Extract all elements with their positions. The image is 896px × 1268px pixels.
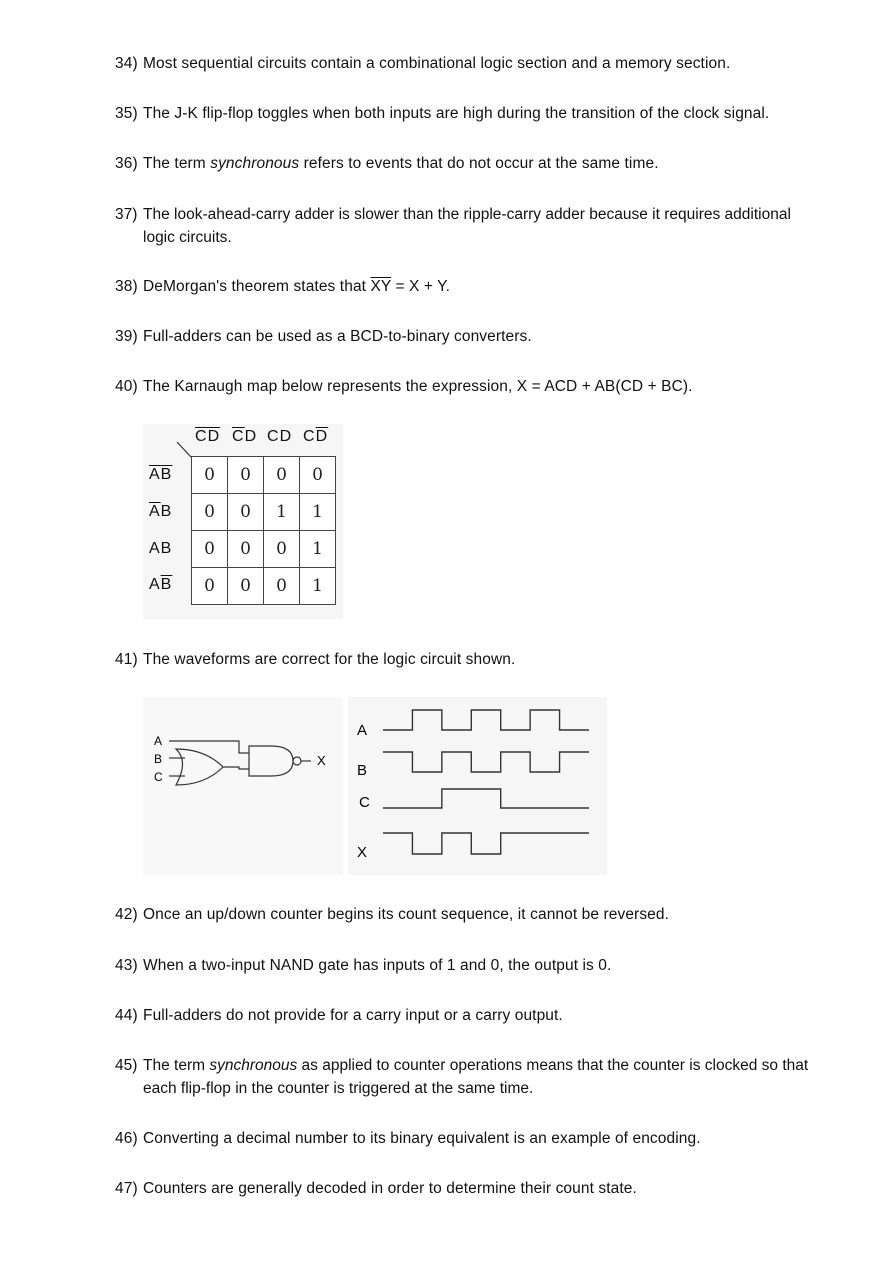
kmap-variable: B: [160, 503, 173, 520]
kmap-variable: B: [160, 540, 173, 557]
question-text-post: = X + Y.: [391, 278, 451, 295]
kmap-cell: 0: [300, 457, 336, 494]
kmap-column-header: [195, 428, 220, 446]
question-36: [115, 152, 659, 175]
circuit-and-waveforms: [143, 697, 607, 875]
question-number: 42): [115, 906, 138, 923]
question-text-emphasis: synchronous: [209, 1057, 298, 1074]
kmap-cell: 0: [264, 457, 300, 494]
kmap-variable: B: [160, 576, 173, 593]
kmap-cell: 0: [192, 568, 228, 605]
kmap-cell: 1: [300, 531, 336, 568]
question-text: The look-ahead-carry adder is slower than the ripple-carry adder because it requires additional: [143, 206, 791, 223]
question-34: [115, 52, 730, 75]
kmap-cell: 0: [228, 531, 264, 568]
circuit-output-x: X: [317, 753, 326, 768]
question-number: 34): [115, 55, 138, 72]
kmap-variable: D: [207, 428, 221, 445]
question-text: Converting a decimal number to its binary equivalent is an example of encoding.: [143, 1130, 701, 1147]
question-text-post: refers to events that do not occur at the same time.: [299, 155, 659, 172]
kmap-row: [192, 457, 336, 494]
question-number: 38): [115, 278, 138, 295]
kmap-variable: C: [267, 428, 280, 445]
kmap-row: [192, 531, 336, 568]
kmap-column-header: [232, 428, 257, 446]
kmap-variable: C: [195, 428, 208, 445]
question-text-pre: The term: [143, 1057, 210, 1074]
question-35: [115, 102, 769, 125]
question-39: [115, 325, 532, 348]
kmap-grid: [191, 456, 336, 605]
kmap-variable: D: [315, 428, 329, 445]
wave-label-a: A: [357, 722, 368, 739]
question-number: 39): [115, 328, 138, 345]
question-number: 47): [115, 1180, 138, 1197]
question-41: [115, 648, 515, 671]
question-37: [115, 203, 791, 249]
wave-label-b: B: [357, 762, 368, 779]
kmap-variable: C: [303, 428, 316, 445]
question-number: 45): [115, 1057, 138, 1074]
question-text-pre: DeMorgan's theorem states that: [143, 278, 371, 295]
kmap-variable: D: [244, 428, 258, 445]
kmap-row-header: [149, 503, 172, 521]
question-text-continuation: each flip-flop in the counter is triggered at the same time.: [143, 1080, 534, 1097]
kmap-cell: 0: [264, 568, 300, 605]
kmap-variable: D: [279, 428, 293, 445]
question-text: Counters are generally decoded in order to determine their count state.: [143, 1180, 637, 1197]
kmap-column-header: [267, 428, 292, 446]
kmap-variable: B: [160, 466, 173, 483]
question-text: The Karnaugh map below represents the expression, X = ACD + AB(CD + BC).: [143, 378, 693, 395]
kmap-cell: 0: [228, 457, 264, 494]
complement-term: XY: [370, 278, 392, 295]
question-text-pre: The term: [143, 155, 211, 172]
question-text: The J-K flip-flop toggles when both inputs are high during the transition of the clock signal.: [143, 105, 770, 122]
question-text: Full-adders can be used as a BCD-to-binary converters.: [143, 328, 532, 345]
kmap-cell: 0: [228, 568, 264, 605]
question-text: Most sequential circuits contain a combinational logic section and a memory section.: [143, 55, 731, 72]
kmap-variable: A: [149, 466, 161, 483]
kmap-row-header: [149, 576, 172, 594]
kmap-column-header: [303, 428, 328, 446]
kmap-variable: A: [149, 540, 161, 557]
kmap-cell: 0: [192, 457, 228, 494]
question-text: Full-adders do not provide for a carry input or a carry output.: [143, 1007, 563, 1024]
question-number: 43): [115, 957, 138, 974]
kmap-row: [192, 494, 336, 531]
circuit-input-c: C: [154, 770, 163, 784]
kmap-variable: A: [149, 503, 161, 520]
question-45: [115, 1054, 808, 1100]
kmap-cell: 0: [192, 494, 228, 531]
question-43: [115, 954, 611, 977]
kmap-cell: 0: [264, 531, 300, 568]
question-text: When a two-input NAND gate has inputs of 1 and 0, the output is 0.: [143, 957, 612, 974]
question-number: 37): [115, 206, 138, 223]
kmap-cell: 0: [192, 531, 228, 568]
kmap-cell: 0: [228, 494, 264, 531]
wave-label-c: C: [359, 794, 370, 811]
circuit-input-b: B: [154, 752, 163, 766]
karnaugh-map: [143, 424, 343, 619]
wave-label-x: X: [357, 844, 368, 861]
question-46: [115, 1127, 701, 1150]
question-47: [115, 1177, 637, 1200]
question-38: [115, 275, 450, 298]
kmap-row-header: [149, 466, 172, 484]
question-text-post: as applied to counter operations means that the counter is clocked so that: [297, 1057, 809, 1074]
kmap-row-header: [149, 540, 172, 558]
question-44: [115, 1004, 563, 1027]
question-number: 36): [115, 155, 138, 172]
question-42: [115, 903, 669, 926]
kmap-variable: A: [149, 576, 161, 593]
kmap-row: [192, 568, 336, 605]
question-text-continuation: logic circuits.: [143, 229, 232, 246]
logic-circuit-diagram: [143, 697, 607, 875]
kmap-cell: 1: [300, 494, 336, 531]
question-number: 35): [115, 105, 138, 122]
question-text: Once an up/down counter begins its count sequence, it cannot be reversed.: [143, 906, 670, 923]
question-40: [115, 375, 693, 398]
question-text-emphasis: synchronous: [210, 155, 300, 172]
kmap-cell: 1: [300, 568, 336, 605]
question-number: 41): [115, 651, 138, 668]
question-number: 46): [115, 1130, 138, 1147]
kmap-cell: 1: [264, 494, 300, 531]
question-number: 44): [115, 1007, 138, 1024]
kmap-variable: C: [232, 428, 245, 445]
question-number: 40): [115, 378, 138, 395]
circuit-input-a: A: [154, 734, 163, 748]
question-text: The waveforms are correct for the logic circuit shown.: [143, 651, 516, 668]
